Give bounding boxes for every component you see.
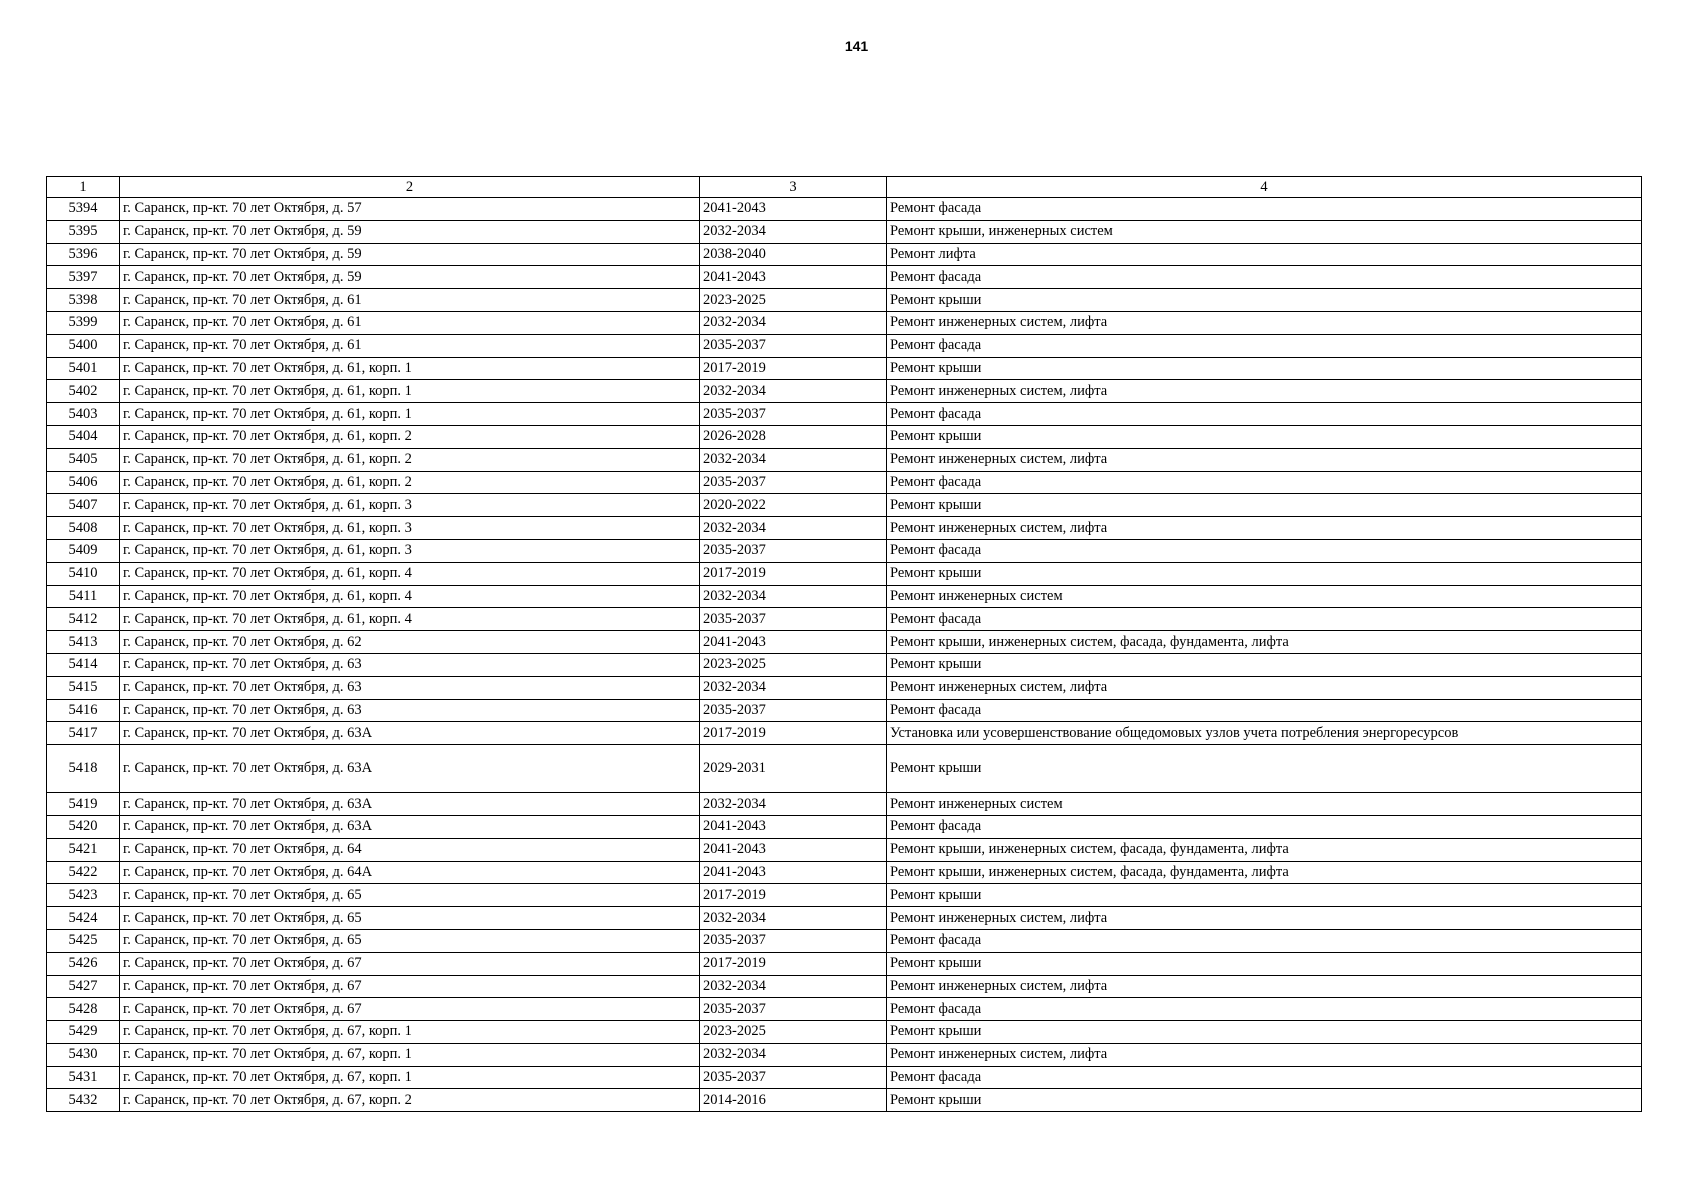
row-address: г. Саранск, пр-кт. 70 лет Октября, д. 61, корп. 1 [120,380,700,403]
row-work-type: Ремонт крыши [887,745,1642,793]
table-row [47,608,1642,631]
page-number: 141 [844,38,869,54]
row-work-type: Ремонт инженерных систем, лифта [887,448,1642,471]
table-row [47,861,1642,884]
row-number: 5403 [47,403,120,426]
table-row [47,198,1642,221]
table-row [47,585,1642,608]
table-header-row [47,177,1642,198]
table-row [47,1066,1642,1089]
row-address: г. Саранск, пр-кт. 70 лет Октября, д. 63А [120,793,700,816]
row-work-type: Ремонт крыши [887,289,1642,312]
row-work-type: Ремонт лифта [887,243,1642,266]
row-period: 2032-2034 [700,311,887,334]
row-period: 2017-2019 [700,562,887,585]
row-work-type: Ремонт фасада [887,198,1642,221]
row-address: г. Саранск, пр-кт. 70 лет Октября, д. 67 [120,952,700,975]
row-work-type: Ремонт фасада [887,471,1642,494]
row-work-type: Ремонт инженерных систем, лифта [887,517,1642,540]
row-number: 5427 [47,975,120,998]
row-number: 5431 [47,1066,120,1089]
row-address: г. Саранск, пр-кт. 70 лет Октября, д. 63 [120,676,700,699]
row-number: 5420 [47,815,120,838]
row-address: г. Саранск, пр-кт. 70 лет Октября, д. 63А [120,745,700,793]
row-number: 5401 [47,357,120,380]
table-row [47,952,1642,975]
table-row [47,311,1642,334]
row-period: 2020-2022 [700,494,887,517]
table-row [47,403,1642,426]
row-work-type: Ремонт фасада [887,334,1642,357]
row-work-type: Ремонт фасада [887,929,1642,952]
table-row [47,793,1642,816]
row-period: 2032-2034 [700,585,887,608]
row-number: 5429 [47,1021,120,1044]
row-address: г. Саранск, пр-кт. 70 лет Октября, д. 63 [120,699,700,722]
table-row [47,975,1642,998]
row-period: 2035-2037 [700,471,887,494]
row-work-type: Ремонт фасада [887,403,1642,426]
table-row [47,815,1642,838]
row-number: 5432 [47,1089,120,1112]
row-period: 2041-2043 [700,198,887,221]
row-number: 5411 [47,585,120,608]
row-number: 5419 [47,793,120,816]
row-address: г. Саранск, пр-кт. 70 лет Октября, д. 61, корп. 3 [120,494,700,517]
row-period: 2035-2037 [700,929,887,952]
row-work-type: Ремонт инженерных систем [887,793,1642,816]
row-period: 2026-2028 [700,425,887,448]
table-row [47,722,1642,745]
row-address: г. Саранск, пр-кт. 70 лет Октября, д. 61, корп. 1 [120,403,700,426]
row-address: г. Саранск, пр-кт. 70 лет Октября, д. 64 [120,838,700,861]
row-period: 2035-2037 [700,699,887,722]
table-row [47,884,1642,907]
table-row [47,1089,1642,1112]
row-period: 2035-2037 [700,334,887,357]
row-address: г. Саранск, пр-кт. 70 лет Октября, д. 62 [120,631,700,654]
row-work-type: Ремонт фасада [887,1066,1642,1089]
table-row [47,494,1642,517]
column-header-4: 4 [887,177,1642,198]
row-period: 2041-2043 [700,815,887,838]
row-work-type: Ремонт фасада [887,266,1642,289]
table-row [47,907,1642,930]
row-period: 2032-2034 [700,907,887,930]
row-address: г. Саранск, пр-кт. 70 лет Октября, д. 61 [120,289,700,312]
row-period: 2032-2034 [700,448,887,471]
table-row [47,471,1642,494]
row-work-type: Ремонт крыши, инженерных систем, фасада, фундамента, лифта [887,861,1642,884]
row-work-type: Ремонт крыши [887,884,1642,907]
table-body [47,198,1642,1112]
column-header-1: 1 [47,177,120,198]
row-period: 2035-2037 [700,1066,887,1089]
row-number: 5410 [47,562,120,585]
row-period: 2017-2019 [700,952,887,975]
table-row [47,699,1642,722]
row-number: 5413 [47,631,120,654]
row-number: 5397 [47,266,120,289]
row-number: 5415 [47,676,120,699]
row-number: 5394 [47,198,120,221]
table-row [47,1021,1642,1044]
table-row [47,517,1642,540]
row-work-type: Ремонт крыши [887,653,1642,676]
row-number: 5417 [47,722,120,745]
row-work-type: Ремонт фасада [887,539,1642,562]
row-address: г. Саранск, пр-кт. 70 лет Октября, д. 65 [120,907,700,930]
row-number: 5399 [47,311,120,334]
row-number: 5396 [47,243,120,266]
row-address: г. Саранск, пр-кт. 70 лет Октября, д. 61, корп. 2 [120,471,700,494]
row-period: 2032-2034 [700,380,887,403]
row-work-type: Ремонт крыши, инженерных систем, фасада, фундамента, лифта [887,631,1642,654]
table-row [47,631,1642,654]
row-work-type: Ремонт крыши, инженерных систем [887,220,1642,243]
row-number: 5414 [47,653,120,676]
row-period: 2032-2034 [700,975,887,998]
row-number: 5428 [47,998,120,1021]
row-period: 2017-2019 [700,357,887,380]
table-row [47,653,1642,676]
row-period: 2035-2037 [700,608,887,631]
row-work-type: Установка или усовершенствование общедомовых узлов учета потребления энергоресурсов [887,722,1642,745]
row-address: г. Саранск, пр-кт. 70 лет Октября, д. 63 [120,653,700,676]
row-period: 2032-2034 [700,676,887,699]
row-work-type: Ремонт инженерных систем, лифта [887,907,1642,930]
row-address: г. Саранск, пр-кт. 70 лет Октября, д. 59 [120,266,700,289]
row-work-type: Ремонт крыши [887,357,1642,380]
row-period: 2041-2043 [700,861,887,884]
row-period: 2017-2019 [700,722,887,745]
row-address: г. Саранск, пр-кт. 70 лет Октября, д. 67, корп. 1 [120,1021,700,1044]
row-work-type: Ремонт фасада [887,699,1642,722]
row-address: г. Саранск, пр-кт. 70 лет Октября, д. 61, корп. 2 [120,448,700,471]
table-row [47,562,1642,585]
row-work-type: Ремонт инженерных систем, лифта [887,380,1642,403]
table-row [47,539,1642,562]
row-address: г. Саранск, пр-кт. 70 лет Октября, д. 59 [120,243,700,266]
row-work-type: Ремонт инженерных систем, лифта [887,975,1642,998]
row-address: г. Саранск, пр-кт. 70 лет Октября, д. 67, корп. 1 [120,1043,700,1066]
row-address: г. Саранск, пр-кт. 70 лет Октября, д. 67, корп. 1 [120,1066,700,1089]
row-work-type: Ремонт фасада [887,608,1642,631]
row-number: 5423 [47,884,120,907]
row-period: 2014-2016 [700,1089,887,1112]
row-number: 5426 [47,952,120,975]
row-address: г. Саранск, пр-кт. 70 лет Октября, д. 61, корп. 4 [120,608,700,631]
row-address: г. Саранск, пр-кт. 70 лет Октября, д. 65 [120,929,700,952]
row-address: г. Саранск, пр-кт. 70 лет Октября, д. 61, корп. 4 [120,562,700,585]
row-number: 5408 [47,517,120,540]
row-number: 5424 [47,907,120,930]
row-address: г. Саранск, пр-кт. 70 лет Октября, д. 63А [120,722,700,745]
row-number: 5416 [47,699,120,722]
row-work-type: Ремонт крыши [887,952,1642,975]
row-work-type: Ремонт крыши [887,1089,1642,1112]
row-period: 2035-2037 [700,998,887,1021]
row-work-type: Ремонт крыши, инженерных систем, фасада, фундамента, лифта [887,838,1642,861]
column-header-2: 2 [120,177,700,198]
row-number: 5402 [47,380,120,403]
table-row [47,380,1642,403]
row-period: 2023-2025 [700,653,887,676]
row-address: г. Саранск, пр-кт. 70 лет Октября, д. 67, корп. 2 [120,1089,700,1112]
row-period: 2035-2037 [700,403,887,426]
table-row [47,998,1642,1021]
row-number: 5412 [47,608,120,631]
row-address: г. Саранск, пр-кт. 70 лет Октября, д. 57 [120,198,700,221]
row-period: 2032-2034 [700,793,887,816]
row-address: г. Саранск, пр-кт. 70 лет Октября, д. 63А [120,815,700,838]
row-number: 5418 [47,745,120,793]
row-period: 2041-2043 [700,631,887,654]
row-number: 5425 [47,929,120,952]
row-address: г. Саранск, пр-кт. 70 лет Октября, д. 67 [120,998,700,1021]
row-address: г. Саранск, пр-кт. 70 лет Октября, д. 61, корп. 2 [120,425,700,448]
row-address: г. Саранск, пр-кт. 70 лет Октября, д. 59 [120,220,700,243]
table-row [47,1043,1642,1066]
row-number: 5404 [47,425,120,448]
row-period: 2017-2019 [700,884,887,907]
row-period: 2038-2040 [700,243,887,266]
table-row [47,676,1642,699]
row-period: 2023-2025 [700,289,887,312]
row-number: 5406 [47,471,120,494]
row-address: г. Саранск, пр-кт. 70 лет Октября, д. 61 [120,311,700,334]
row-number: 5421 [47,838,120,861]
table-row [47,334,1642,357]
table-row [47,243,1642,266]
row-period: 2032-2034 [700,1043,887,1066]
table-row [47,838,1642,861]
table-row [47,745,1642,793]
row-period: 2032-2034 [700,517,887,540]
row-number: 5398 [47,289,120,312]
row-address: г. Саранск, пр-кт. 70 лет Октября, д. 61, корп. 3 [120,539,700,562]
table-row [47,357,1642,380]
row-address: г. Саранск, пр-кт. 70 лет Октября, д. 67 [120,975,700,998]
row-work-type: Ремонт инженерных систем, лифта [887,311,1642,334]
row-period: 2029-2031 [700,745,887,793]
repair-schedule-table [46,176,1642,1112]
row-number: 5405 [47,448,120,471]
row-number: 5422 [47,861,120,884]
row-number: 5400 [47,334,120,357]
row-work-type: Ремонт крыши [887,1021,1642,1044]
row-work-type: Ремонт крыши [887,425,1642,448]
row-period: 2041-2043 [700,266,887,289]
table-row [47,929,1642,952]
row-period: 2023-2025 [700,1021,887,1044]
row-address: г. Саранск, пр-кт. 70 лет Октября, д. 61, корп. 3 [120,517,700,540]
row-period: 2035-2037 [700,539,887,562]
row-address: г. Саранск, пр-кт. 70 лет Октября, д. 64А [120,861,700,884]
row-address: г. Саранск, пр-кт. 70 лет Октября, д. 61 [120,334,700,357]
row-address: г. Саранск, пр-кт. 70 лет Октября, д. 61, корп. 1 [120,357,700,380]
table-row [47,266,1642,289]
row-number: 5407 [47,494,120,517]
row-period: 2032-2034 [700,220,887,243]
column-header-3: 3 [700,177,887,198]
row-work-type: Ремонт инженерных систем, лифта [887,676,1642,699]
row-work-type: Ремонт фасада [887,815,1642,838]
row-number: 5409 [47,539,120,562]
table-row [47,448,1642,471]
row-number: 5430 [47,1043,120,1066]
row-period: 2041-2043 [700,838,887,861]
row-work-type: Ремонт фасада [887,998,1642,1021]
row-work-type: Ремонт инженерных систем, лифта [887,1043,1642,1066]
row-work-type: Ремонт инженерных систем [887,585,1642,608]
row-work-type: Ремонт крыши [887,562,1642,585]
row-address: г. Саранск, пр-кт. 70 лет Октября, д. 65 [120,884,700,907]
row-number: 5395 [47,220,120,243]
table-row [47,289,1642,312]
row-work-type: Ремонт крыши [887,494,1642,517]
row-address: г. Саранск, пр-кт. 70 лет Октября, д. 61, корп. 4 [120,585,700,608]
table-row [47,425,1642,448]
table-row [47,220,1642,243]
